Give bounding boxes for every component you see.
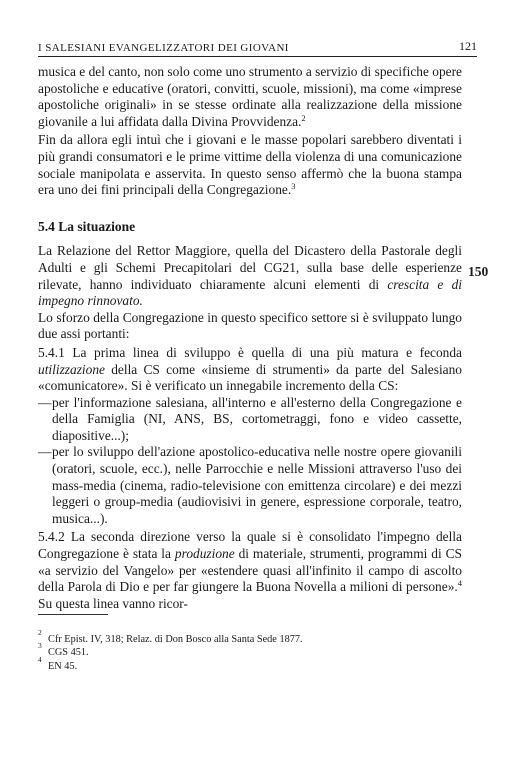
list-item-text: per l'informazione salesiana, all'interno e all'esterno della Congregazione e della Famiglia (NI, ANS, BS, cortometraggi, fono e video cassette, diapositive...); <box>52 394 462 443</box>
footnote-text: Cfr Epist. IV, 318; Relaz. di Don Bosco alla Santa Sede 1877. <box>48 634 303 645</box>
section-paragraph-1-text: La Relazione del Rettor Maggiore, quella del Dicastero della Pastorale degli Adulti e gli Schemi Precapitolari del CG21, sulla base delle esperienze rilevate, hanno individuato chiaramente alcuni elementi di <box>38 243 462 292</box>
footnotes <box>38 628 303 673</box>
list-item-text: per lo sviluppo dell'azione apostolico-educativa nelle nostre opere giovanili (oratori, scuole, ecc.), nelle Parrocchie e nelle Missioni attraverso l'uso dei mass-media (cinema, radio-televisione con emittenza circolare) e dei mezzi leggeri o group-media (audiovisivi in genere, espressione corporale, teatro, musica...). <box>52 444 462 526</box>
subsection-5-4-1-text-b: della CS come «insieme di strumenti» da parte del Salesiano «comunicatore». Si è verificato un innegabile incremento della CS: <box>38 361 462 394</box>
list-item <box>38 395 462 445</box>
footnote: 2 Cfr Epist. IV, 318; Relaz. di Don Bosco alla Santa Sede 1877. <box>38 628 303 645</box>
subsection-5-4-2-text-b: di materiale, strumenti, programmi di CS «a servizio del Vangelo» per «estendere quasi all'infinito il campo di ascolto della Parola di Dio e per far giungere la Buona Novella a milioni di persone». <box>38 546 463 595</box>
margin-paragraph-number: 150 <box>468 264 489 279</box>
intro-paragraph-2 <box>38 132 462 198</box>
list-item <box>38 444 462 527</box>
intro-paragraph-1-text: musica e del canto, non solo come uno strumento a servizio di specifiche opere apostoliche e educative (oratori, convitti, scuole, missioni), ma come «imprese apostoliche originali» in se stesse ordinate alla realizzazione della missione giovanile a lui affidata dalla Divina Provvidenza. <box>38 64 462 129</box>
footnote: 4 EN 45. <box>38 654 78 672</box>
section-paragraph-1-italic: crescita e di impegno rinnovato. <box>38 276 462 309</box>
footnote-ref-2: 2 <box>301 112 306 123</box>
page-number: 121 <box>459 39 477 53</box>
section-paragraph-2: Lo sforzo della Congregazione in questo specifico settore si è sviluppato lungo due assi portanti: <box>38 309 462 342</box>
subsection-5-4-2-italic: produzione <box>174 546 235 562</box>
footnote-text: EN 45. <box>48 660 78 672</box>
subsection-5-4-2-text-c: Su questa linea vanno ricor- <box>38 595 188 611</box>
running-head <box>38 36 477 57</box>
dash-marker: — <box>38 394 52 410</box>
subsection-5-4-2 <box>38 529 462 612</box>
bullet-list <box>38 395 462 528</box>
subsection-5-4-1-italic: utilizzazione <box>38 361 105 377</box>
footnote: 3 CGS 451. <box>38 641 89 659</box>
intro-paragraph-1 <box>38 64 462 130</box>
section-paragraph-1 <box>38 243 462 309</box>
section-heading: 5.4 La situazione <box>38 218 136 234</box>
subsection-5-4-2-text-a: 5.4.2 La seconda direzione verso la quale si è consolidato l'impegno della Congregazione è stata la <box>38 529 462 562</box>
footnote-divider <box>38 614 108 615</box>
body-text <box>38 64 462 612</box>
footnote-text: CGS 451. <box>48 647 89 659</box>
dash-marker: — <box>38 444 52 460</box>
subsection-5-4-1 <box>38 345 462 395</box>
intro-paragraph-2-text: Fin da allora egli intuì che i giovani e le masse popolari sarebbero diventati i più grandi consumatori e le prime vittime della violenza di una comunicazione sociale manipolata e asservita. In questo senso affermò che la buona stampa era uno dei fini principali della Congregazione. <box>38 132 462 198</box>
footnote-ref-3: 3 <box>291 181 296 192</box>
footnote-ref-4: 4 <box>457 578 462 589</box>
running-head-title: I SALESIANI EVANGELIZZATORI DEI GIOVANI <box>38 42 289 54</box>
subsection-5-4-1-text-a: 5.4.1 La prima linea di sviluppo è quella di una più matura e feconda <box>38 344 462 360</box>
